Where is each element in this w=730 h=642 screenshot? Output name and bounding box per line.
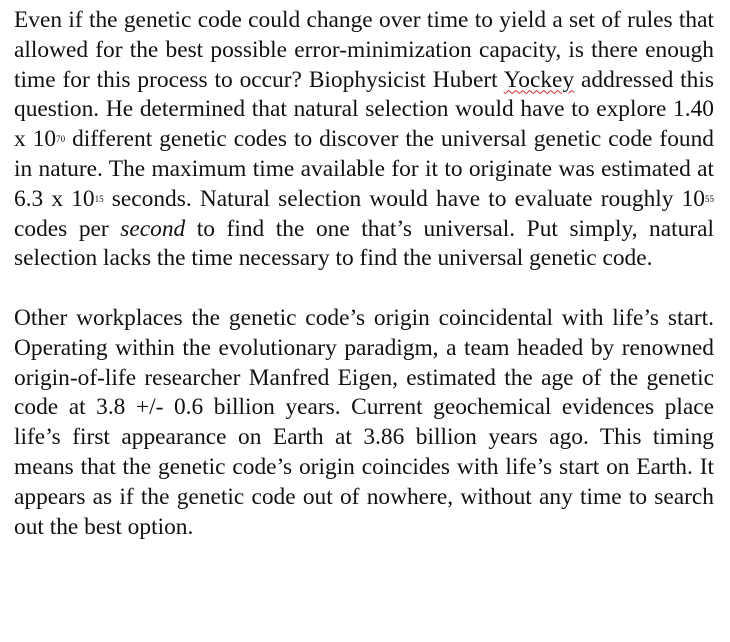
spellcheck-flagged-word[interactable]: Yockey (503, 66, 575, 93)
emphasized-word: second (120, 215, 186, 242)
exponent: 70 (56, 134, 66, 145)
sentence-text: Biophysicist Hubert (308, 66, 504, 93)
sentence-text: to find the one that’s universal. Put simply, natural selection lacks the time necessary to find the universal genetic code. (14, 215, 714, 272)
exponent: 55 (705, 193, 714, 204)
document-body (14, 6, 714, 542)
sentence-text: addressed this question. He determined that natural selection would have to explore 1.40 x 10 (14, 66, 714, 153)
sentence-text: seconds. Natural selection would have to evaluate roughly 10 (103, 185, 705, 212)
exponent: 15 (94, 193, 104, 204)
sentence-text: Even if the genetic code could change over time to yield a set of rules that allowed for the best possible error-minimization capacity, is there enough time for this process to occur? (14, 7, 714, 93)
paragraph-genetic-code-origin: Other workplaces the genetic code’s origin coincidental with life’s start. Operating within the evolutionary paradigm, a team headed by renowned origin-of-life researcher Manfred Eigen, estimated the age of the genetic code at 3.8 +/- 0.6 billion years. Current geochemical evidences place life’s first appearance on Earth at 3.86 billion years ago. This timing means that the genetic code’s origin coincides with life’s start on Earth. It appears as if the genetic code out of nowhere, without any time to search out the best option. (14, 304, 714, 540)
sentence-text: different genetic codes to discover the universal genetic code found in nature. The maximum time available for it to originate was estimated at 6.3 x 10 (14, 126, 714, 212)
sentence-text: codes per (14, 215, 121, 242)
paragraph-genetic-code-time (14, 6, 714, 274)
